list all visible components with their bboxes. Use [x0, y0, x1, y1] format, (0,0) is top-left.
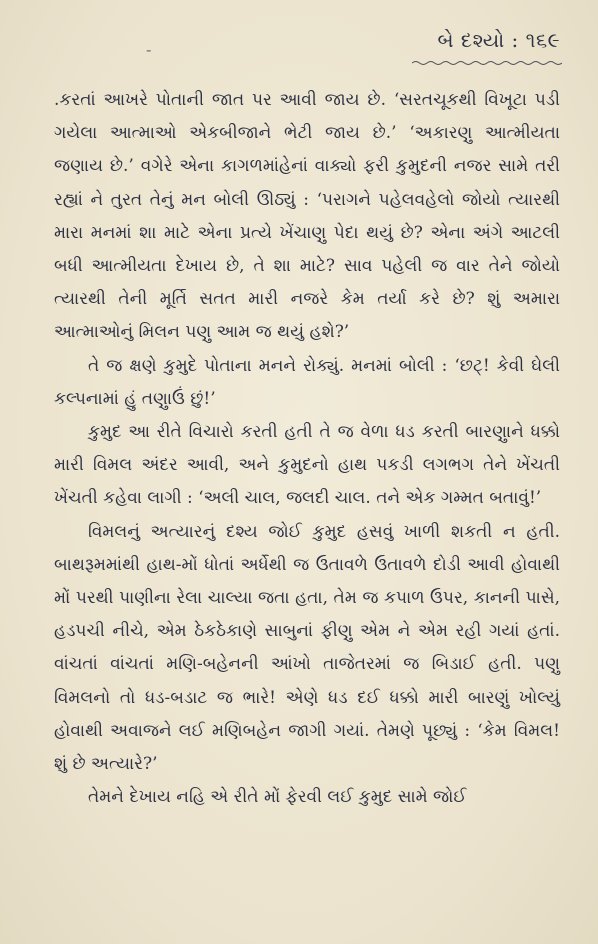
- wavy-underline: [412, 60, 562, 66]
- paragraph: વિમલનું અત્યારનું દશ્ય જોઈ કુમુદ હસવું ખાળી શકતી ન હતી. બાથરૂમમાંથી હાથ-મોં ધોતાં અર્ધેથી જ ઉતાવળે ઉતાવળે દોડી આવી હોવાથી મોં પરથી પાણીના રેલા ચાલ્યા જતા હતા, તેમ જ કપાળ ઉપર, કાનની પાસે, હડપચી નીચે, એમ ઠેકઠેકાણે સાબુનાં ફીણુ એમ ને એમ રહી ગયાં હતાં. વાંચતાં વાંચતાં મણિ-બહેનની આંખો તાજેતરમાં જ બિડાઈ હતી. પણુ વિમલનો તો ધડ-બડાટ જ ભારે! એણે ધડ દઈ ધક્કો મારી બારણું ખોલ્યું હોવાથી અવાજને લઈ મણિબહેન જાગી ગયાં. તેમણે પૂછ્યું : ‘કેમ વિમલ! શું છે અત્યારે?’: [54, 521, 560, 775]
- paragraph: .કરતાં આખરે પોતાની જાત પર આવી જાય છે. ‘સરતચૂકથી વિખૂટા પડી ગયેલા આત્માઓ એકબીજાને ભેટી જાય છે.’ ‘અકારણુ આત્મીયતા જણાય છે.’ વગેરે એના કાગળમાંહેનાં વાક્યો ફરી કુમુદની નજર સામે તરી રહ્યાં ને તુરત તેનું મન બોલી ઊઠ્યું : ‘પરાગને પહેલવહેલો જોયો ત્યારથી મારા મનમાં શા માટે એના પ્રત્યે ખેંચાણુ પેદા થયું છે? એના અંગે આટલી બધી આત્મીયતા દેખાય છે, તે શા માટે? સાવ પહેલી જ વાર તેને જોયો ત્યારથી તેની મૂર્તિ સતત મારી નજરે કેમ તર્યા કરે છે? શું અમારા આત્માઓનું મિલન પણુ આમ જ થયું હશે?’: [54, 90, 560, 343]
- paragraph: કુમુદ આ રીતે વિચારો કરતી હતી તે જ વેળા ધડ કરતી બારણુાને ધક્કો મારી વિમલ અંદર આવી, અને કુમુદનો હાથ પકડી લગભગ તેને ખેંચતી ખેંચતી કહેવા લાગી : ‘અલી ચાલ, જલદી ચાલ. તને એક ગમ્મત બતાવું!’: [54, 422, 560, 509]
- body-text: [54, 84, 560, 814]
- running-head: બે દશ્યો : ૧૬૯: [437, 28, 560, 52]
- margin-dash: -: [146, 40, 152, 59]
- paragraph: તેમને દેખાય નહિ એ રીતે મોં ફેરવી લઈ કુમુદ સામે જોઈ: [88, 787, 467, 808]
- paragraph: તે જ ક્ષણે કુમુદે પોતાના મનને રોક્યું. મનમાં બોલી : ‘છટ્! કેવી ઘેલી કલ્પનામાં હું તણુાઉં છું!’: [54, 355, 560, 409]
